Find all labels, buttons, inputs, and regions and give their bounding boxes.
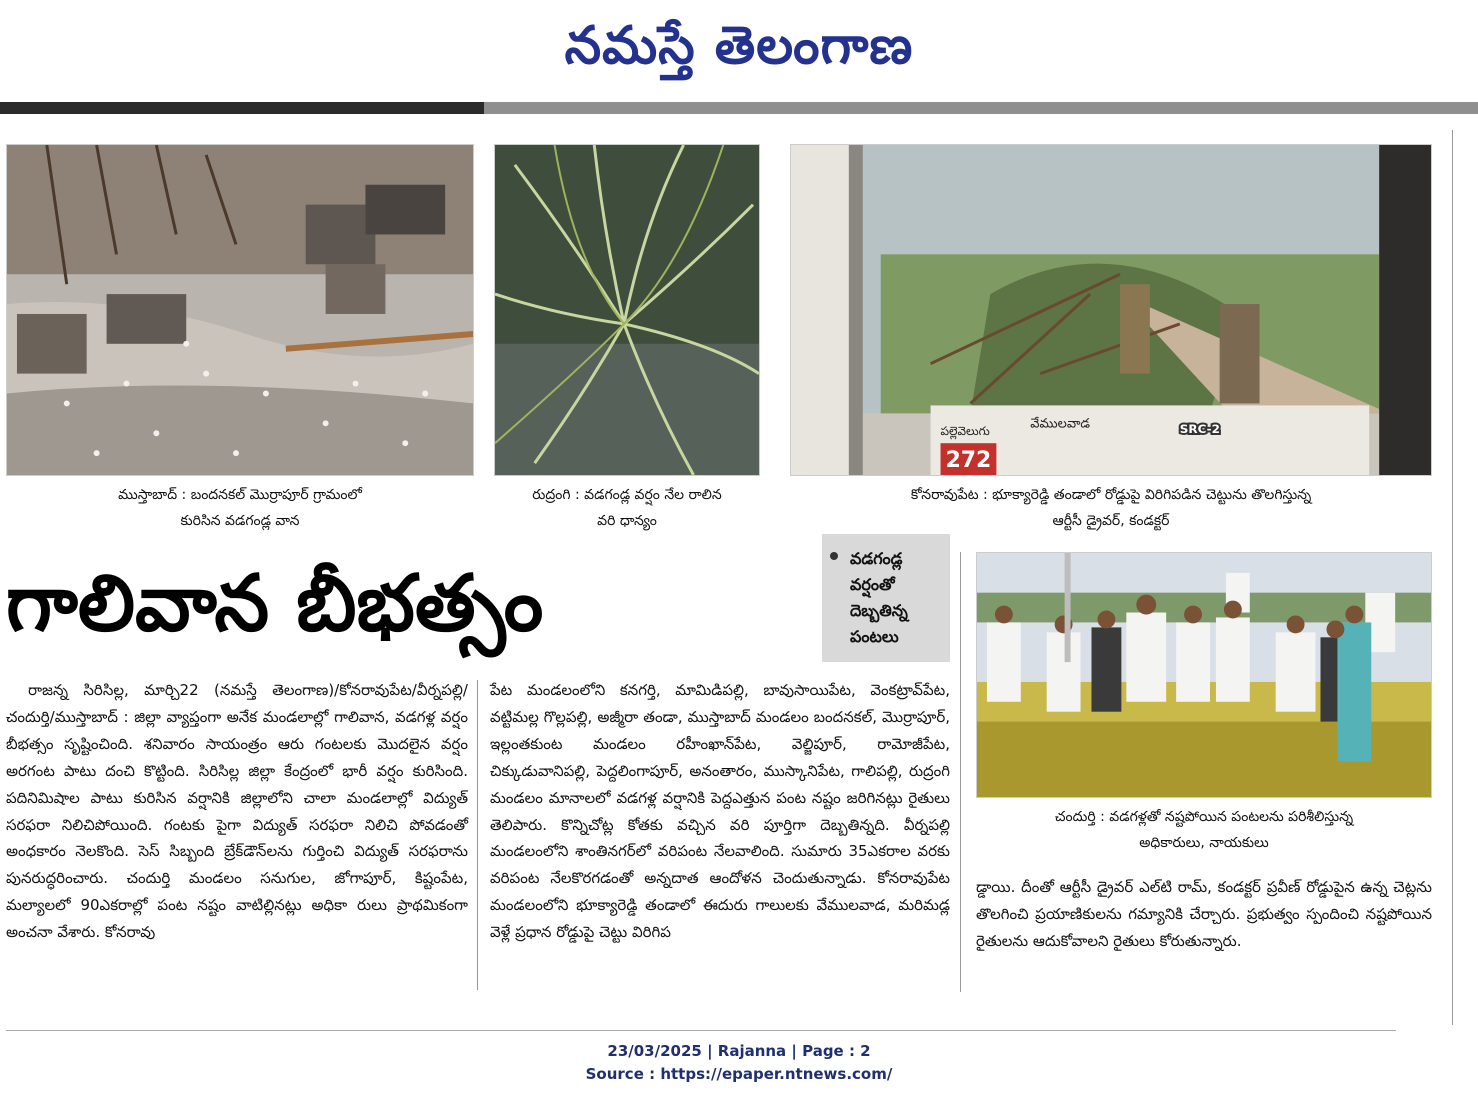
subhead-line: దెబ్బతిన్న [850,601,908,620]
caption-line: ముస్తాబాద్ : బందనకల్ మొర్రాపూర్ గ్రామంలో [118,487,362,503]
article-column-1 [6,677,468,989]
photo-fallen-tree [790,144,1432,476]
subhead-line: పంటలు [850,627,899,646]
bullet-icon [830,552,838,560]
caption-photo-3 [790,482,1432,534]
masthead-rule-light [484,102,1478,114]
caption-line: కురిసిన వడగండ్ల వాన [180,513,300,529]
photo-hail-rocks [6,144,474,476]
photo-paddy-image [495,145,759,475]
photo-officials-image [977,553,1431,797]
photo-paddy [494,144,760,476]
page-right-rule [1452,130,1453,1025]
article-column-3 [976,874,1432,988]
photo-hail-rocks-image [7,145,473,475]
bus-sign-text: వేములవాడ [1030,416,1091,432]
newspaper-logo: నమస్తే తెలంగాణ [564,16,914,76]
subhead-line: వడగండ్ల [850,549,903,568]
article-text: పేట మండలంలోని కనగర్తి, మామిడిపల్లి, బావుసాయిపేట, వెంకట్రావ్‌పేట, వట్టిమల్ల గొల్లపల్లి, అజ్మీరా తండా, ముస్తాబాద్ మండలం బందనకల్, మొర్రాపూర్, ఇల్లంతకుంట మండలం రహీంఖాన్‌పేట, వెల్జిపూర్, రామోజీపేట, చిక్కుడువానిపల్లి, పెద్దలింగాపూర్, అనంతారం, ముస్కానిపేట, గాలిపల్లి, రుద్రంగి మండలం మానాలలో వడగళ్ల వర్షానికి పెద్దఎత్తున పంట నష్టం జరిగినట్లు రైతులు తెలిపారు. కొన్నిచోట్ల కోతకు వచ్చిన వరి పూర్తిగా దెబ్బతిన్నది. వీర్నపల్లి మండలంలోని శాంతినగర్‌లో వరిపంట నేలవాలింది. సుమారు 35ఎకరాల వరకు వరిపంట నేలకొరగడంతో అన్నదాత ఆందోళన చెందుతున్నాడు. కోనరావుపేట మండలంలోని భూక్యారెడ్డి తండాలో ఈదురు గాలులకు వేములవాడ, మరిమడ్ల వెళ్లే ప్రధాన రోడ్డుపై చెట్టు విరిగిప [490,681,950,942]
article-column-2 [490,677,950,989]
article-text: రాజన్న సిరిసిల్ల, మార్చి22 (నమస్తే తెలంగాణ)/కోనరావుపేట/వీర్నపల్లి/చందుర్తి/ముస్తాబాద్ : జిల్లా వ్యాప్తంగా అనేక మండలాల్లో గాలివాన, వడగళ్ల వర్షం బీభత్సం సృష్టించింది. శనివారం సాయంత్రం ఆరు గంటలకు మొదలైన వర్షం అరగంట పాటు దంచి కొట్టింది. సిరిసిల్ల జిల్లా కేంద్రంలో భారీ వర్షం కురిసింది. పదినిమిషాల పాటు కురిసిన వర్షానికి జిల్లాలోని చాలా మండలాల్లో విద్యుత్ సరఫరా నిలిచిపోయింది. గంటకు పైగా విద్యుత్ సరఫరా నిలిచి పోవడంతో అంధకారం నెలకొంది. సెస్ సిబ్బంది బ్రేక్‌డౌన్‌లను గుర్తించి విద్యుత్ సరఫరాను పునరుద్ధరించారు. చందుర్తి మండలం సనుగుల, జోగాపూర్, కిష్టంపేట, మల్యాలలో 90ఎకరాల్లో పంట నష్టం వాటిల్లినట్లు అధికా రులు ప్రాథమికంగా అంచనా వేశారు. కోనరావు [6,681,468,942]
footer-source-link[interactable]: Source : https://epaper.ntnews.com/ [585,1065,893,1083]
bus-route-number: 272 [945,448,992,474]
masthead [0,0,1478,100]
caption-line: అధికారులు, నాయకులు [1139,835,1269,851]
caption-line: వరి ధాన్యం [597,513,657,529]
caption-line: కోనరావుపేట : భూక్యారెడ్డి తండాలో రోడ్డుపై విరిగిపడిన చెట్టును తొలగిస్తున్న [910,487,1312,503]
caption-line: రుద్రంగి : వడగండ్ల వర్షం నేల రాలిన [532,487,722,503]
caption-photo-2 [484,482,770,534]
footer-date-edition: 23/03/2025 | Rajanna | Page : 2 [607,1042,871,1060]
photo-officials-crop [976,552,1432,798]
headline: గాలివాన బీభత్సం [6,559,544,649]
subhead-line: వర్షంతో [850,575,895,594]
caption-line: ఆర్టీసీ డ్రైవర్, కండక్టర్ [1052,513,1170,529]
caption-photo-4 [976,804,1432,856]
page-bottom-rule [6,1030,1396,1031]
bus-sign-text: పల్లెవెలుగు [940,424,990,439]
article-text: డ్డాయి. దీంతో ఆర్టీసీ డ్రైవర్ ఎల్‌టి రామ్, కండక్టర్ ప్రవీణ్ రోడ్డుపైన ఉన్న చెట్లను తొలగించి ప్రయాణికులను గమ్యానికి చేర్చారు. ప్రభుత్వం స్పందించి నష్టపోయిన రైతులను ఆదుకోవాలని రైతులు కోరుతున్నారు. [976,878,1432,950]
caption-photo-1 [6,482,474,534]
photo-fallen-tree-image [791,145,1431,475]
bus-code-text: SRC-2 [1179,422,1220,437]
column-divider [960,552,961,992]
column-divider [477,680,478,990]
subhead-box [822,534,950,662]
masthead-rule-dark [0,102,484,114]
caption-line: చందుర్తి : వడగళ్లతో నష్టపోయిన పంటలను పరిశీలిస్తున్న [1054,809,1354,825]
